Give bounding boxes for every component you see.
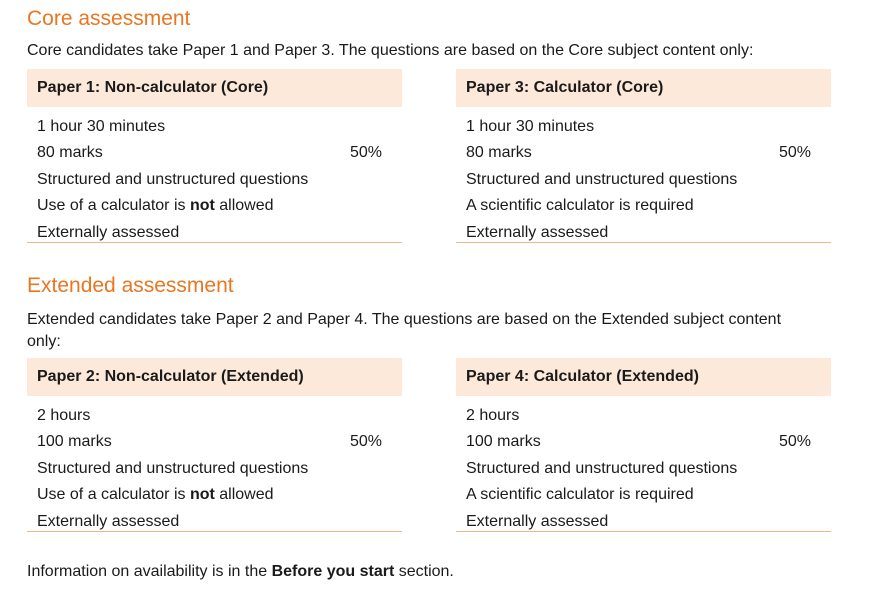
paper-4-calculator: A scientific calculator is required	[466, 486, 694, 504]
paper-3-details	[456, 107, 831, 243]
paper-1-calculator-row	[37, 193, 392, 219]
paper-4-title: Paper 4: Calculator (Extended)	[456, 358, 831, 396]
extended-intro-text: Extended candidates take Paper 2 and Paper 4. The questions are based on the Extended subject content only:	[27, 311, 782, 350]
paper-4-questions: Structured and unstructured questions	[466, 459, 738, 477]
paper-1-marks-row	[37, 140, 392, 166]
paper-4-weight: 50%	[778, 433, 811, 451]
paper-2-calculator-row	[37, 482, 392, 508]
paper-3-questions: Structured and unstructured questions	[466, 170, 738, 188]
extended-assessment-heading: Extended assessment	[27, 274, 234, 297]
core-assessment-heading: Core assessment	[27, 7, 191, 30]
paper-1-duration: 1 hour 30 minutes	[37, 118, 166, 135]
paper-3-marks-row	[466, 140, 821, 166]
footer-suffix: section.	[394, 563, 454, 580]
paper-2-assessment: Externally assessed	[37, 512, 180, 530]
paper-3-marks: 80 marks	[466, 144, 532, 162]
paper-3-calculator: A scientific calculator is required	[466, 197, 694, 215]
paper-3-title: Paper 3: Calculator (Core)	[456, 69, 831, 107]
paper-2-duration: 2 hours	[37, 407, 91, 424]
paper-1-questions: Structured and unstructured questions	[37, 170, 309, 188]
paper-2-details	[27, 396, 402, 532]
paper-1-calc-prefix: Use of a calculator is	[37, 197, 190, 215]
paper-2-marks-row	[37, 429, 392, 455]
paper-3-card	[456, 69, 831, 243]
paper-1-title: Paper 1: Non-calculator (Core)	[27, 69, 402, 107]
footer-prefix: Information on availability is in the	[27, 563, 272, 580]
paper-1-details	[27, 107, 402, 243]
paper-3-weight: 50%	[778, 144, 811, 162]
paper-4-duration: 2 hours	[466, 407, 520, 424]
paper-1-assessment: Externally assessed	[37, 223, 180, 241]
paper-2-calc-not: not	[189, 486, 215, 504]
paper-4-assessment: Externally assessed	[466, 512, 609, 530]
paper-2-marks: 100 marks	[37, 433, 112, 451]
paper-1-weight: 50%	[349, 144, 382, 162]
paper-4-marks-row	[466, 429, 821, 455]
paper-2-questions: Structured and unstructured questions	[37, 459, 309, 477]
paper-4-card	[456, 358, 831, 532]
paper-4-marks: 100 marks	[466, 433, 541, 451]
before-you-start-text: Before you start	[271, 563, 395, 580]
paper-3-assessment: Externally assessed	[466, 223, 609, 241]
paper-2-card	[27, 358, 402, 532]
paper-1-calc-suffix: allowed	[214, 197, 274, 215]
core-intro-text: Core candidates take Paper 1 and Paper 3. The questions are based on the Core subject content only:	[27, 42, 754, 59]
paper-1-marks: 80 marks	[37, 144, 103, 162]
paper-3-duration: 1 hour 30 minutes	[466, 118, 595, 135]
paper-2-calc-prefix: Use of a calculator is	[37, 486, 190, 504]
availability-note	[27, 562, 454, 582]
paper-1-calc-not: not	[189, 197, 215, 215]
paper-2-title: Paper 2: Non-calculator (Extended)	[27, 358, 402, 396]
paper-2-weight: 50%	[349, 433, 382, 451]
paper-4-details	[456, 396, 831, 532]
paper-2-calc-suffix: allowed	[214, 486, 274, 504]
paper-1-card	[27, 69, 402, 243]
